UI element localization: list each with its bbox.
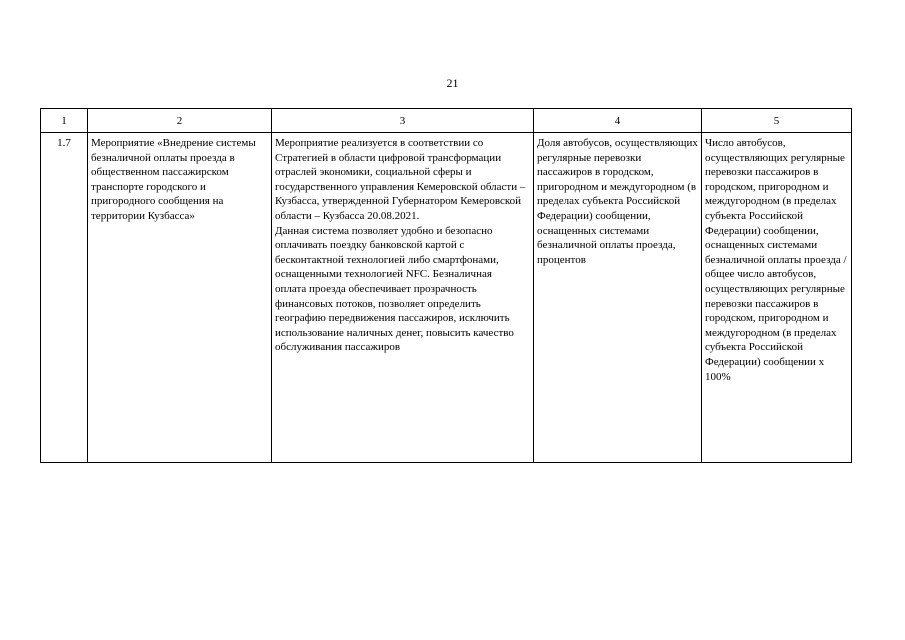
column-number-5: 5 xyxy=(702,109,852,133)
measure-description-cell xyxy=(272,133,534,463)
table-header-row xyxy=(41,109,852,133)
table-row xyxy=(41,133,852,463)
description-paragraph: Мероприятие реализуется в соответствии со Стратегией в области цифровой трансформации отраслей экономики, социальной сферы и государственного управления Кемеровской области – Кузбасса, утвержденной Губернатором Кемеровской области – Кузбасса 20.08.2021. xyxy=(275,137,526,222)
formula-cell: Число автобусов, осуществляющих регулярные перевозки пассажиров в городском, пригородном и междугородном (в пределах субъекта Российской Федерации) сообщении, оснащенных системами безналичной оплаты проезда / общее число автобусов, осуществляющих регулярные перевозки пассажиров в городском, пригородном и междугородном (в пределах субъекта Российской Федерации) сообщении х 100% xyxy=(702,133,852,463)
description-paragraph: Данная система позволяет удобно и безопасно оплачивать поездку банковской картой с бесконтактной технологией либо смартфонами, оснащенными технологией NFC. Безналичная xyxy=(275,224,499,281)
measure-name-cell: Мероприятие «Внедрение системы безналичной оплаты проезда в общественном пассажирском транспорте городского и пригородного сообщения на территории Кузбасса» xyxy=(88,133,272,463)
column-number-3: 3 xyxy=(272,109,534,133)
indicator-cell: Доля автобусов, осуществляющих регулярные перевозки пассажиров в городском, пригородном и междугородном (в пределах субъекта Российской Федерации) сообщении, оснащенных системами безналичной оплаты проезда, процентов xyxy=(534,133,702,463)
column-number-2: 2 xyxy=(88,109,272,133)
column-number-4: 4 xyxy=(534,109,702,133)
description-paragraph: оплата проезда обеспечивает прозрачность финансовых потоков, позволяет определить географию передвижения пассажиров, исключить использование наличных денег, повысить качество обслуживания пассажиров xyxy=(275,282,514,354)
page-number: 21 xyxy=(446,76,459,90)
column-number-1: 1 xyxy=(41,109,88,133)
measures-table xyxy=(40,108,852,463)
row-number-cell: 1.7 xyxy=(41,133,88,463)
